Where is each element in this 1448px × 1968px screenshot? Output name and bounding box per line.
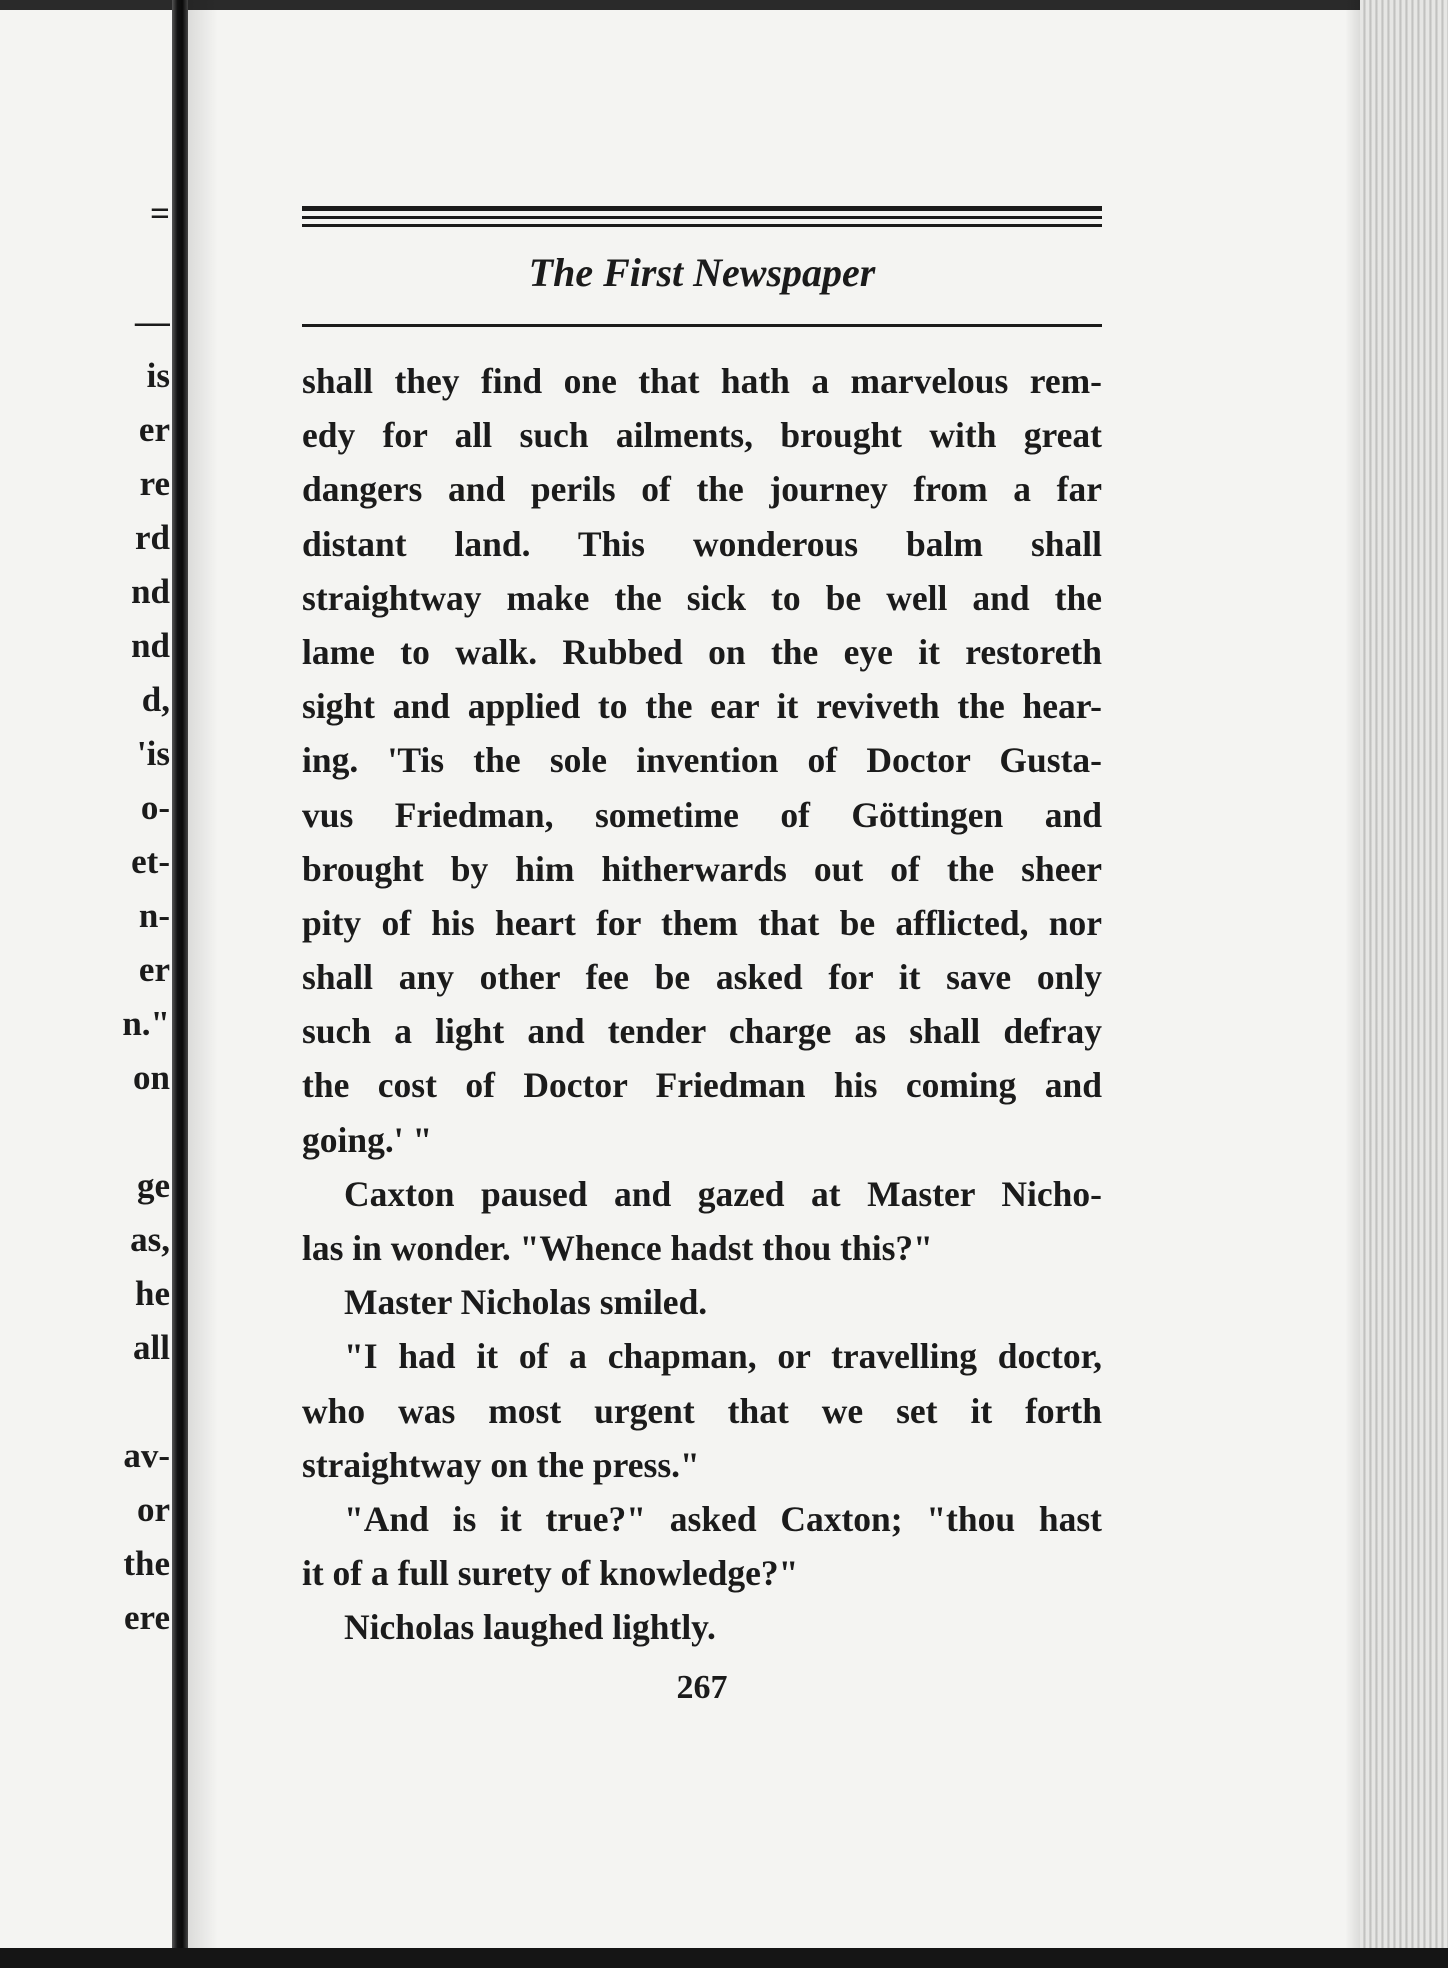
text-line: dangers and perils of the journey from a far <box>302 469 1102 510</box>
text-line: shall they find one that hath a marvelous rem- <box>302 361 1102 401</box>
left-page-fragment: d, <box>141 680 170 719</box>
scan-bottom-border <box>0 1948 1448 1968</box>
left-page-fragment: n." <box>122 1004 170 1043</box>
text-line: pity of his heart for them that be afflicted, nor <box>302 902 1102 943</box>
left-page-fragment: nd <box>131 626 170 665</box>
text-line: "And is it true?" asked Caxton; "thou hast <box>344 1498 1102 1539</box>
header-rule <box>302 206 1102 211</box>
running-head: The First Newspaper <box>528 250 876 295</box>
text-line: Nicholas laughed lightly. <box>344 1607 716 1648</box>
left-page-fragment: the <box>123 1544 170 1583</box>
left-page-fragment: rd <box>135 518 170 557</box>
text-line: lame to walk. Rubbed on the eye it restoreth <box>302 631 1102 672</box>
text-line: edy for all such ailments, brought with great <box>302 415 1102 456</box>
text-line: who was most urgent that we set it forth <box>302 1390 1102 1431</box>
left-page-fragment: n- <box>138 896 170 935</box>
stacked-page-edges <box>1360 0 1448 1948</box>
left-page-fragment: av- <box>123 1436 170 1475</box>
left-page-fragment: ge <box>136 1166 170 1205</box>
left-page-fragment: o- <box>140 788 170 827</box>
text-line: it of a full surety of knowledge?" <box>302 1553 799 1594</box>
page-number: 267 <box>676 1669 728 1706</box>
left-page-fragment: on <box>133 1058 170 1097</box>
left-page-fragment: is <box>146 356 170 395</box>
text-line: such a light and tender charge as shall defray <box>302 1011 1102 1052</box>
header-rule <box>302 216 1102 219</box>
text-line: sight and applied to the ear it reviveth the hear- <box>302 686 1102 727</box>
left-page-fragment: ere <box>124 1598 170 1637</box>
text-line: straightway make the sick to be well and the <box>302 577 1102 618</box>
left-page-fragment: et- <box>131 842 170 881</box>
text-line: Caxton paused and gazed at Master Nicho- <box>344 1173 1102 1214</box>
body-text <box>302 354 1102 1655</box>
text-line: vus Friedman, sometime of Göttingen and <box>302 794 1102 835</box>
left-page-fragment: er <box>138 950 170 989</box>
text-line: distant land. This wonderous balm shall <box>302 523 1102 564</box>
left-page-fragment: all <box>133 1328 170 1367</box>
text-line: the cost of Doctor Friedman his coming and <box>302 1065 1102 1106</box>
text-line: straightway on the press." <box>302 1444 700 1485</box>
left-page-fragment: 'is <box>136 734 170 773</box>
text-line: shall any other fee be asked for it save only <box>302 957 1102 998</box>
left-page-fragment: he <box>135 1274 170 1313</box>
text-line: going.' " <box>302 1119 433 1160</box>
left-page-fragment: — <box>135 302 170 341</box>
text-line: "I had it of a chapman, or travelling doctor, <box>344 1336 1102 1377</box>
book-gutter <box>172 0 188 1948</box>
running-head-rule <box>302 324 1102 327</box>
left-page-fragment: as, <box>130 1220 170 1259</box>
left-page-fragment: nd <box>131 572 170 611</box>
text-line: ing. 'Tis the sole invention of Doctor Gusta- <box>302 740 1102 781</box>
left-page-fragment: = <box>150 194 170 233</box>
header-rule <box>302 224 1102 227</box>
text-line: las in wonder. "Whence hadst thou this?" <box>302 1228 933 1268</box>
left-page-fragment: re <box>139 464 170 503</box>
left-page-fragment: er <box>138 410 170 449</box>
gutter-shadow <box>188 0 218 1948</box>
left-page-fragment: or <box>136 1490 170 1529</box>
text-line: brought by him hitherwards out of the sheer <box>302 848 1102 889</box>
text-line: Master Nicholas smiled. <box>344 1282 708 1323</box>
